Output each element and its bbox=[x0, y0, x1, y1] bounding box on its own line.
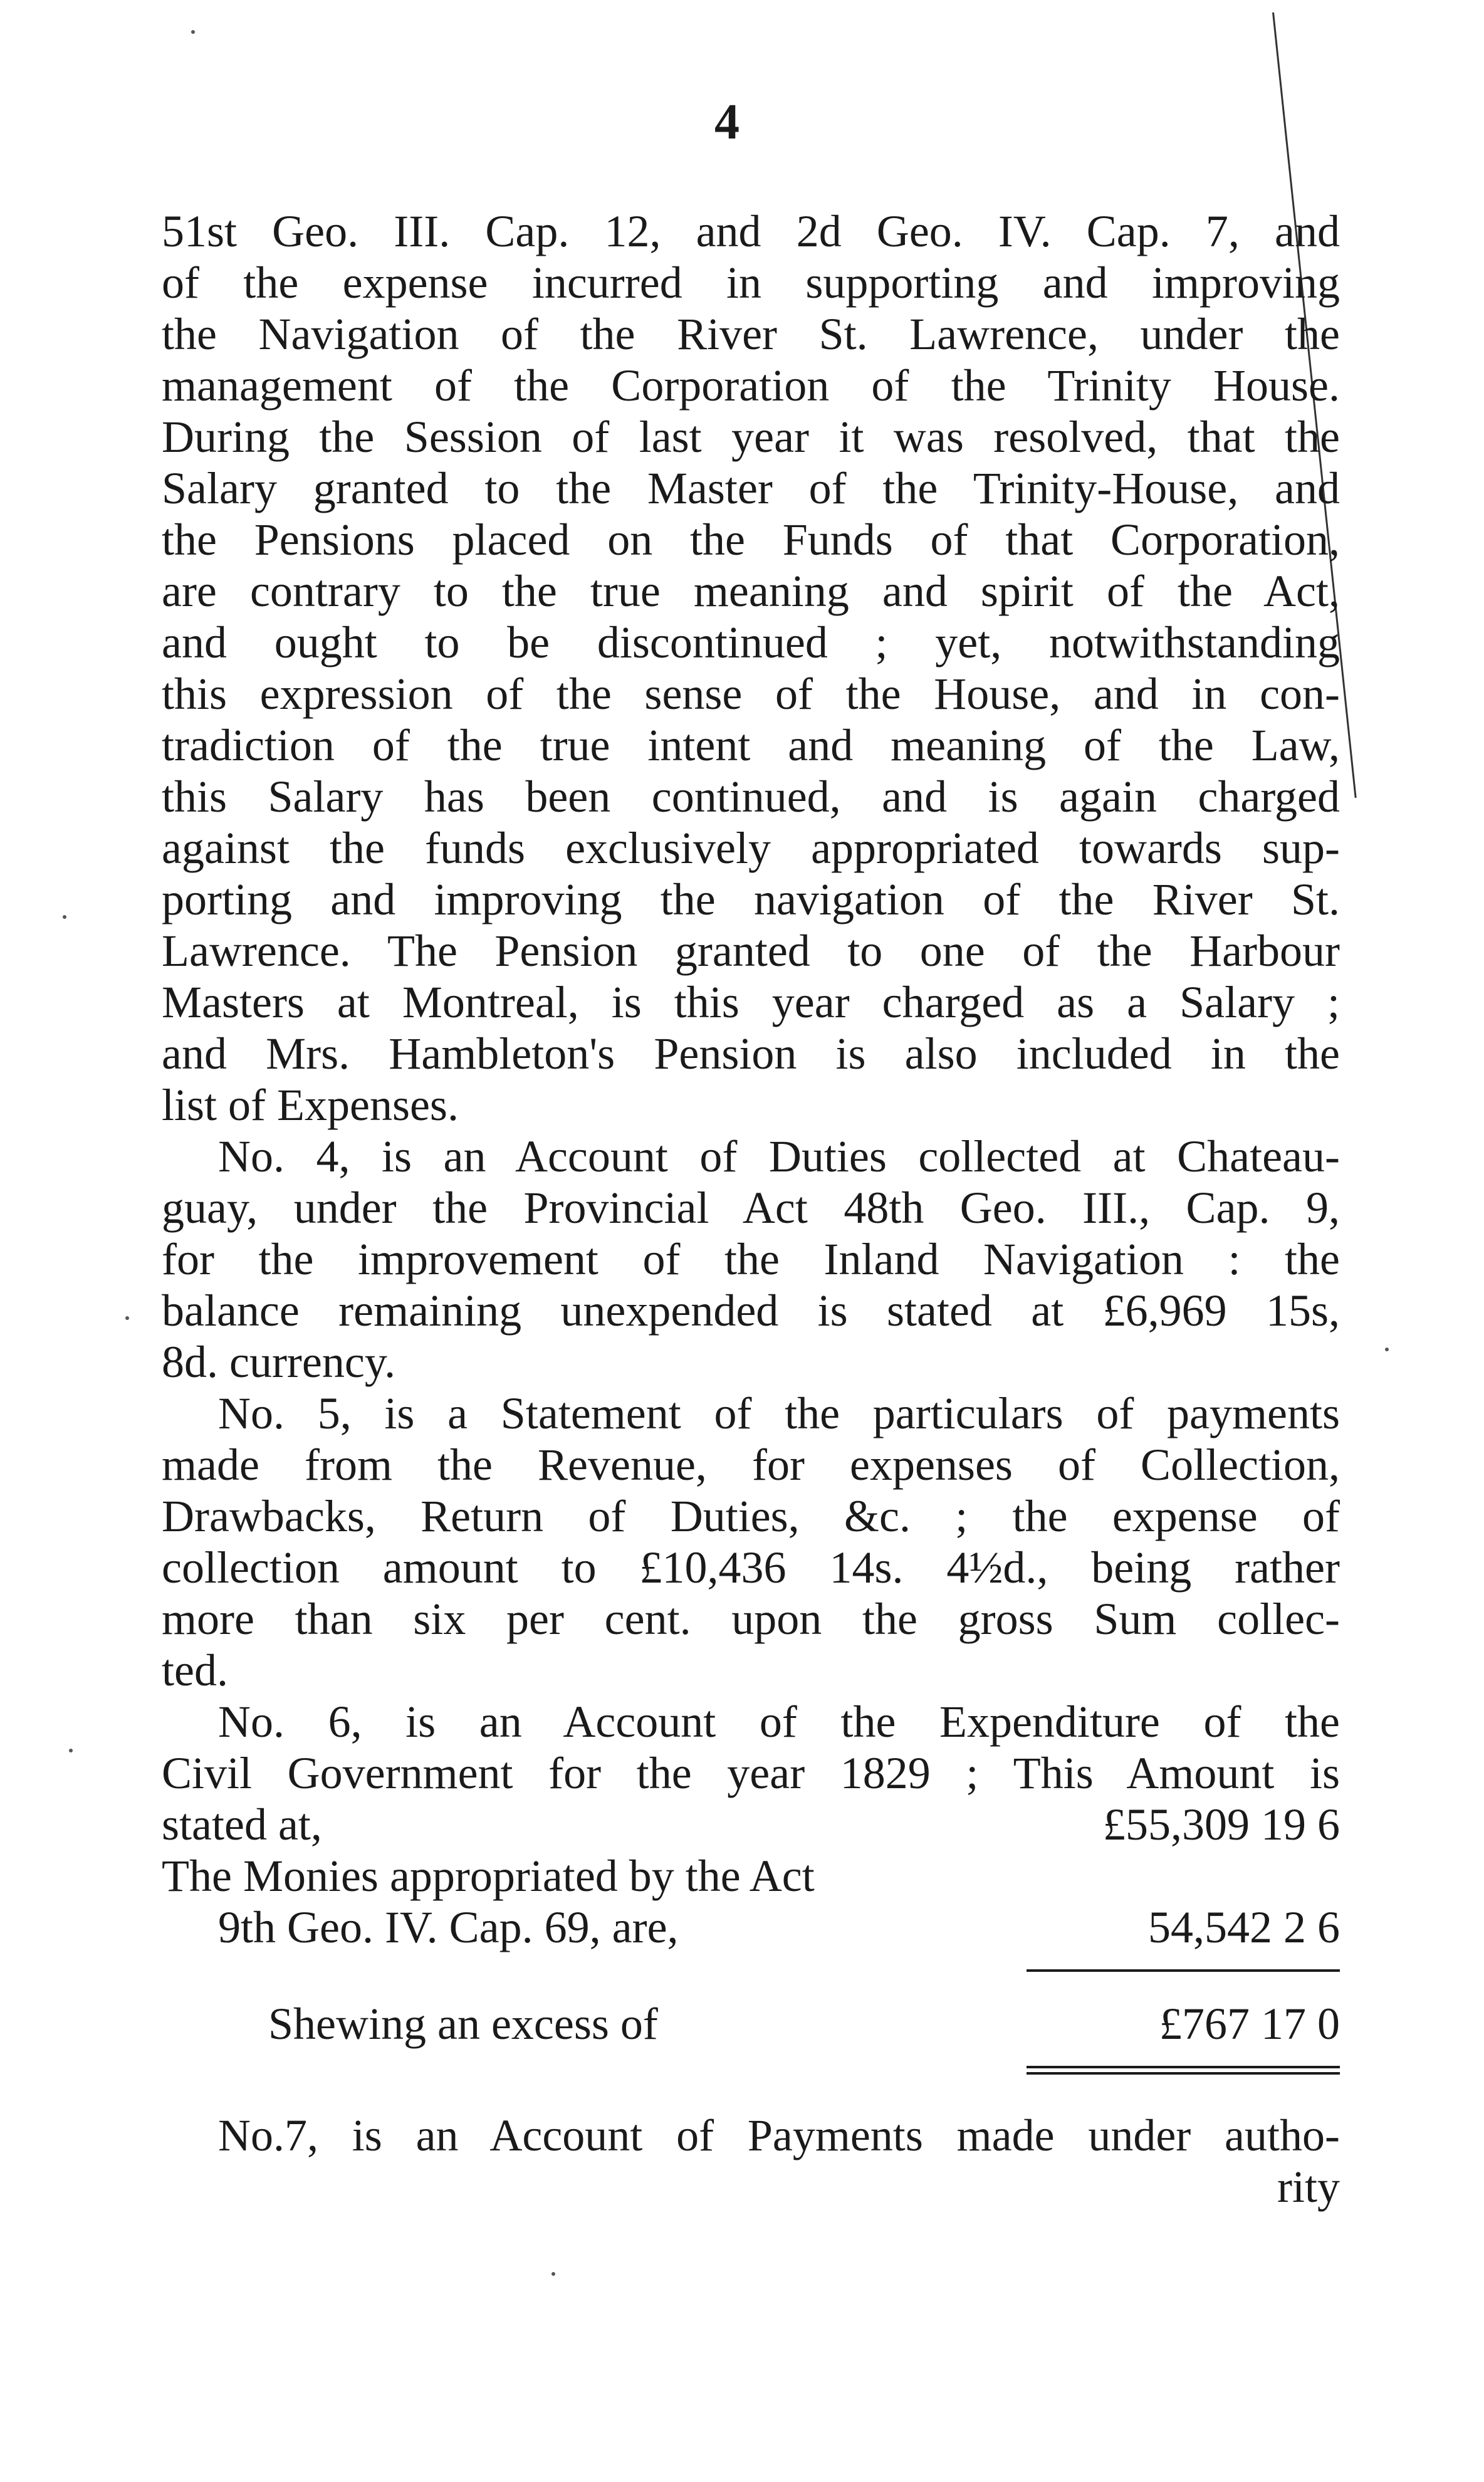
paragraph-trinity-house bbox=[162, 206, 1340, 1131]
table-row bbox=[162, 1850, 1340, 1902]
speck bbox=[63, 915, 66, 919]
paragraph-payments-authority bbox=[162, 2110, 1340, 2212]
speck bbox=[1385, 1348, 1389, 1351]
text-line: No. 6, is an Account of the Expenditure of the bbox=[218, 1697, 1340, 1747]
text-line: Lawrence. The Pension granted to one of the Harbour bbox=[162, 926, 1340, 976]
total-rule bbox=[1027, 2072, 1340, 2075]
speck bbox=[191, 30, 195, 34]
text-line: made from the Revenue, for expenses of Collection, bbox=[162, 1440, 1340, 1490]
speck bbox=[125, 1316, 129, 1320]
text-line: of the expense incurred in supporting and improving bbox=[162, 258, 1340, 308]
text-line: No.7, is an Account of Payments made under autho- bbox=[218, 2110, 1340, 2160]
text-line: collection amount to £10,436 14s. 4½d., being rather bbox=[162, 1542, 1340, 1593]
text-line: the Navigation of the River St. Lawrence, under the bbox=[162, 309, 1340, 359]
text-line: Salary granted to the Master of the Trinity-House, and bbox=[162, 463, 1340, 513]
text-line: Civil Government for the year 1829 ; This Amount is bbox=[162, 1748, 1340, 1798]
table-row-amount: £767 17 0 bbox=[1159, 1999, 1340, 2049]
text-line: are contrary to the true meaning and spirit of the Act, bbox=[162, 566, 1340, 616]
table-row bbox=[162, 1799, 1340, 1850]
table-row-label: stated at, bbox=[162, 1799, 322, 1850]
text-line: balance remaining unexpended is stated at £6,969 15s, bbox=[162, 1286, 1340, 1336]
text-line: guay, under the Provincial Act 48th Geo. III., Cap. 9, bbox=[162, 1183, 1340, 1233]
table-row-amount: £55,309 19 6 bbox=[1103, 1799, 1340, 1850]
text-line: Drawbacks, Return of Duties, &c. ; the expense of bbox=[162, 1491, 1340, 1541]
table-row-label: The Monies appropriated by the Act bbox=[162, 1851, 815, 1901]
paragraph-civil-government bbox=[162, 1696, 1340, 1799]
text-line: management of the Corporation of the Trinity House. bbox=[162, 360, 1340, 411]
text-line: porting and improving the navigation of the River St. bbox=[162, 874, 1340, 924]
text-line: list of Expenses. bbox=[162, 1080, 459, 1130]
catchword: rity bbox=[1277, 2162, 1340, 2212]
text-line: for the improvement of the Inland Navigation : the bbox=[162, 1234, 1340, 1284]
table-row bbox=[162, 1902, 1340, 1953]
total-rule bbox=[1027, 2066, 1340, 2068]
text-line: the Pensions placed on the Funds of that Corporation, bbox=[162, 515, 1340, 565]
text-line: No. 5, is a Statement of the particulars of payments bbox=[218, 1388, 1340, 1438]
table-row-label: 9th Geo. IV. Cap. 69, are, bbox=[218, 1902, 679, 1952]
text-line: more than six per cent. upon the gross Sum collec- bbox=[162, 1594, 1340, 1644]
table-row bbox=[162, 1998, 1340, 2050]
text-line: No. 4, is an Account of Duties collected at Chateau- bbox=[218, 1131, 1340, 1181]
text-line: this Salary has been continued, and is again charged bbox=[162, 772, 1340, 822]
text-line: ted. bbox=[162, 1645, 228, 1695]
speck bbox=[551, 2272, 555, 2276]
text-line: and Mrs. Hambleton's Pension is also included in the bbox=[162, 1029, 1340, 1079]
table-row-label: Shewing an excess of bbox=[268, 1999, 658, 2049]
text-line: tradiction of the true intent and meaning of the Law, bbox=[162, 720, 1340, 770]
paragraph-chateauguay-duties bbox=[162, 1131, 1340, 1388]
text-line: this expression of the sense of the House, and in con- bbox=[162, 669, 1340, 719]
text-line: and ought to be discontinued ; yet, notwithstanding bbox=[162, 617, 1340, 668]
table-row-amount: 54,542 2 6 bbox=[1148, 1902, 1340, 1952]
sum-rule bbox=[1027, 1969, 1340, 1972]
text-line: 8d. currency. bbox=[162, 1337, 396, 1387]
paragraph-collection-expenses bbox=[162, 1388, 1340, 1696]
page-number: 4 bbox=[714, 95, 739, 150]
text-line: Masters at Montreal, is this year charged as a Salary ; bbox=[162, 977, 1340, 1027]
speck bbox=[69, 1749, 73, 1752]
text-line: against the funds exclusively appropriated towards sup- bbox=[162, 823, 1340, 873]
text-line: During the Session of last year it was resolved, that the bbox=[162, 412, 1340, 462]
text-line: 51st Geo. III. Cap. 12, and 2d Geo. IV. Cap. 7, and bbox=[162, 206, 1340, 256]
